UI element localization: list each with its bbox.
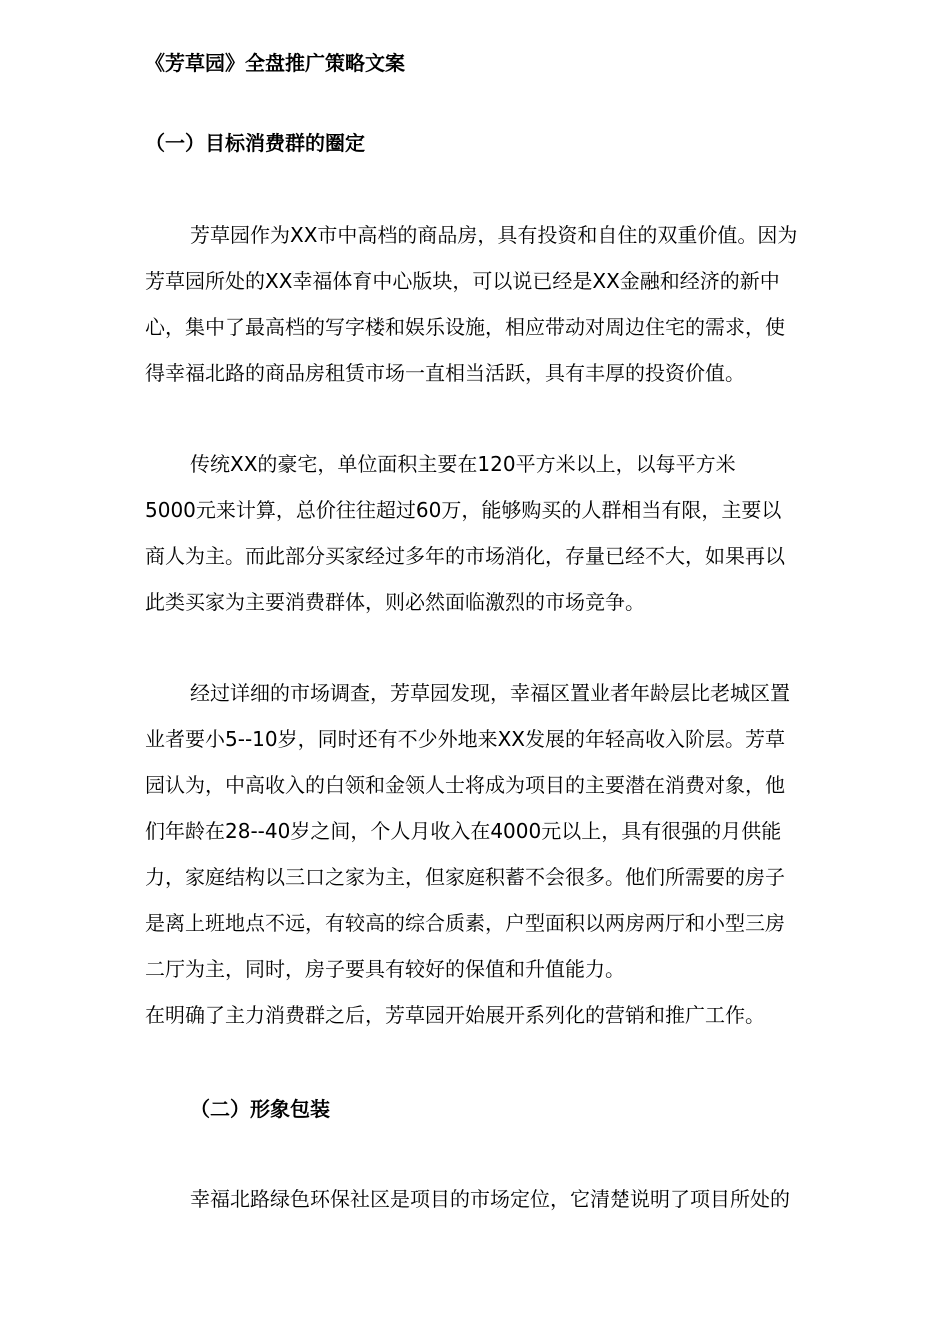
- document-title: 《芳草园》全盘推广策略文案: [145, 51, 405, 75]
- paragraph-line: 在明确了主力消费群之后，芳草园开始展开系列化的营销和推广工作。: [145, 1003, 765, 1027]
- paragraph-line: 幸福北路绿色环保社区是项目的市场定位，它清楚说明了项目所处的: [190, 1187, 790, 1211]
- paragraph-line: 得幸福北路的商品房租赁市场一直相当活跃，具有丰厚的投资价值。: [145, 361, 745, 385]
- paragraph-line: 二厅为主，同时，房子要具有较好的保值和升值能力。: [145, 957, 625, 981]
- paragraph-line: 芳草园所处的XX幸福体育中心版块，可以说已经是XX金融和经济的新中: [145, 269, 780, 293]
- paragraph-line: 力，家庭结构以三口之家为主，但家庭积蓄不会很多。他们所需要的房子: [145, 865, 785, 889]
- paragraph-line: 传统XX的豪宅，单位面积主要在120平方米以上，以每平方米: [190, 452, 736, 476]
- section-heading-image-packaging: （二）形象包装: [190, 1097, 330, 1121]
- paragraph-line: 此类买家为主要消费群体，则必然面临激烈的市场竞争。: [145, 590, 645, 614]
- paragraph-line: 业者要小5--10岁，同时还有不少外地来XX发展的年轻高收入阶层。芳草: [145, 727, 786, 751]
- paragraph-line: 芳草园作为XX市中高档的商品房，具有投资和自住的双重价值。因为: [190, 223, 798, 247]
- paragraph-line: 经过详细的市场调查，芳草园发现，幸福区置业者年龄层比老城区置: [190, 681, 790, 705]
- paragraph-line: 们年龄在28--40岁之间，个人月收入在4000元以上，具有很强的月供能: [145, 819, 782, 843]
- paragraph-line: 是离上班地点不远，有较高的综合质素，户型面积以两房两厅和小型三房: [145, 911, 785, 935]
- paragraph-line: 商人为主。而此部分买家经过多年的市场消化，存量已经不大，如果再以: [145, 544, 785, 568]
- paragraph-line: 5000元来计算，总价往往超过60万，能够购买的人群相当有限，主要以: [145, 498, 782, 522]
- paragraph-line: 园认为，中高收入的白领和金领人士将成为项目的主要潜在消费对象，他: [145, 773, 785, 797]
- section-heading-target-consumers: （一）目标消费群的圈定: [145, 131, 365, 155]
- paragraph-line: 心，集中了最高档的写字楼和娱乐设施，相应带动对周边住宅的需求，使: [145, 315, 785, 339]
